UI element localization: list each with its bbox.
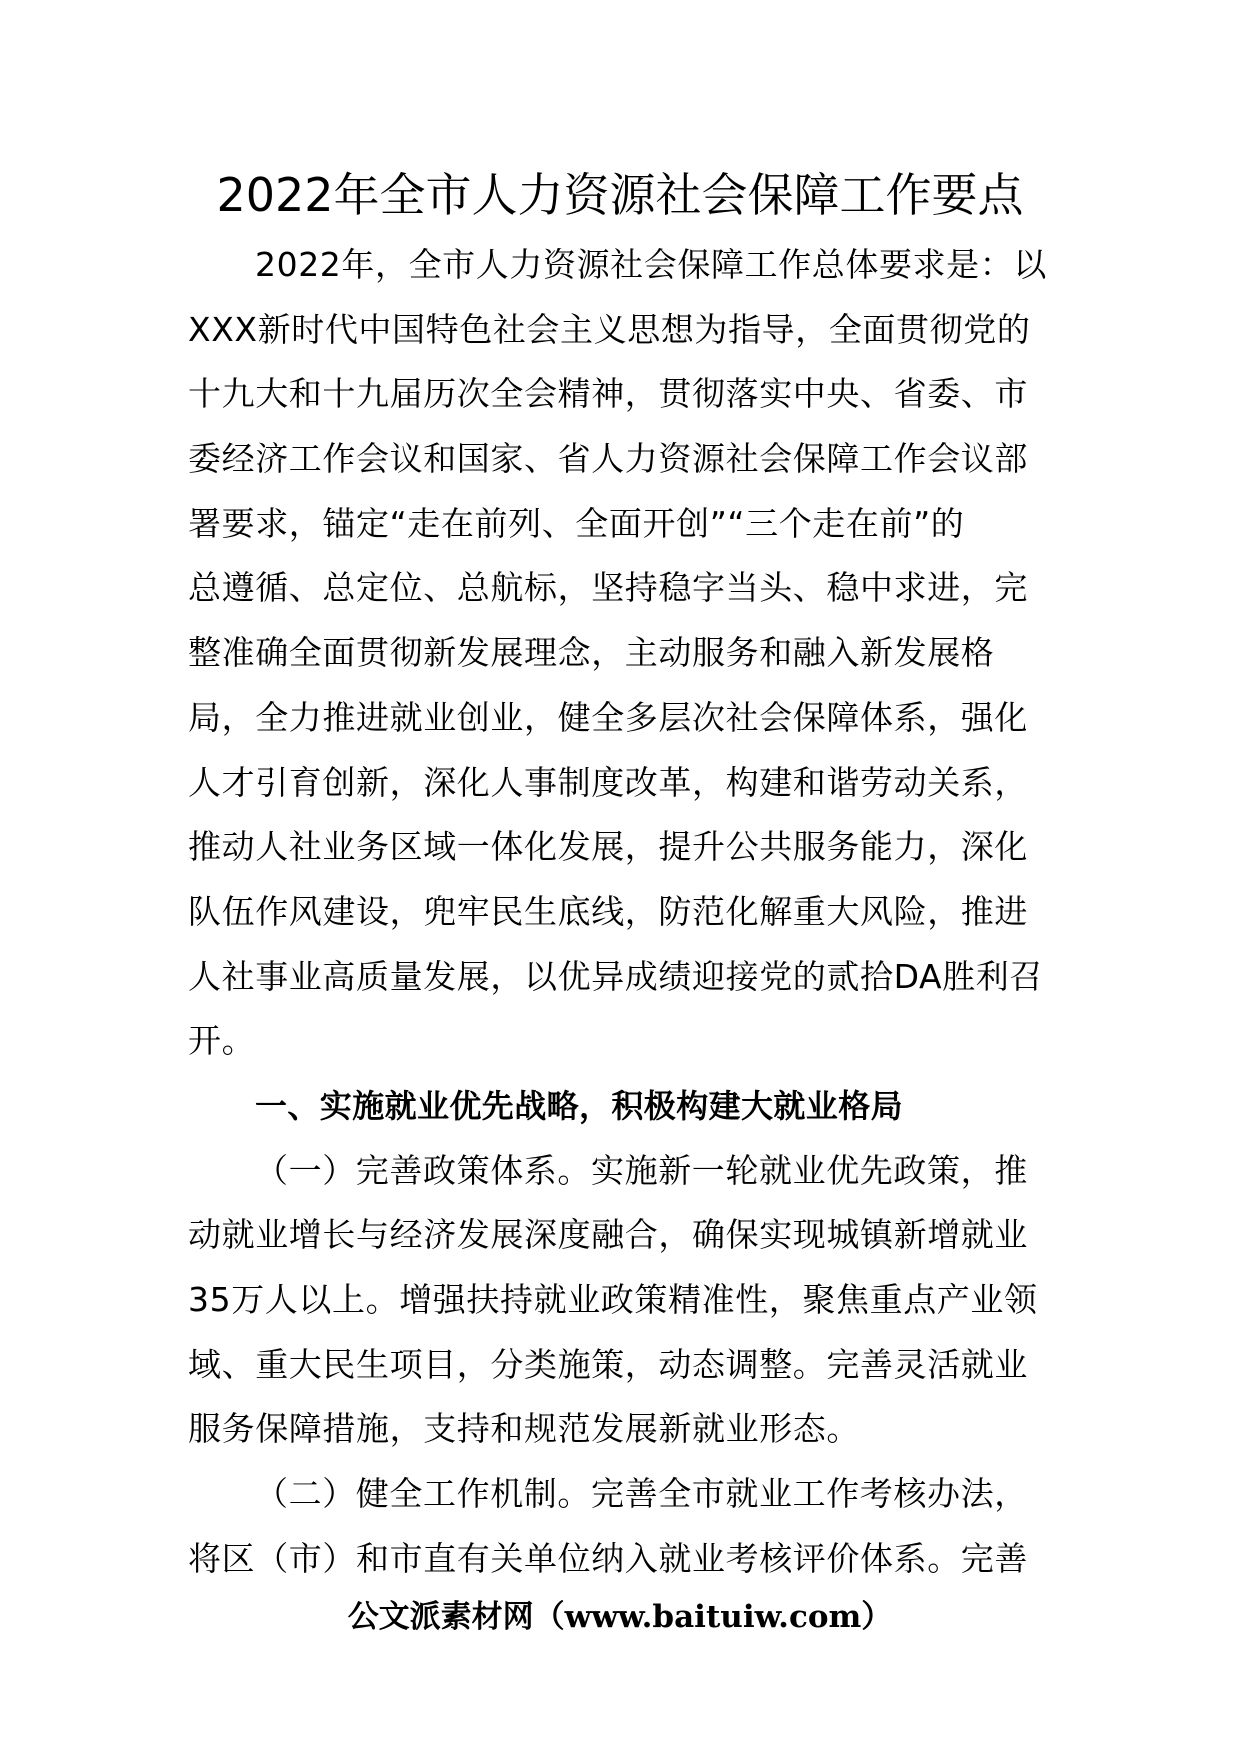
body-line: 队伍作风建设，兜牢民生底线，防范化解重大风险，推进 xyxy=(188,891,1028,931)
body-line: 2022年，全市人力资源社会保障工作总体要求是：以 xyxy=(255,245,1047,284)
body-line: 推动人社业务区域一体化发展，提升公共服务能力，深化 xyxy=(188,827,1028,867)
body-line: 总遵循、总定位、总航标，坚持稳字当头、稳中求进，完 xyxy=(188,568,1028,608)
body-line: 局，全力推进就业创业，健全多层次社会保障体系，强化 xyxy=(188,697,1028,737)
body-line: （一）完善政策体系。实施新一轮就业优先政策，推 xyxy=(255,1150,1028,1190)
body-line: （二）健全工作机制。完善全市就业工作考核办法， xyxy=(255,1474,1028,1514)
body-line: 服务保障措施，支持和规范发展新就业形态。 xyxy=(188,1409,860,1449)
document-title: 2022年全市人力资源社会保障工作要点 xyxy=(216,168,1024,222)
body-line: 开。 xyxy=(188,1021,256,1061)
body-line: 署要求，锚定“走在前列、全面开创”“三个走在前”的 xyxy=(188,503,965,543)
body-line: 十九大和十九届历次全会精神，贯彻落实中央、省委、市 xyxy=(188,374,1028,414)
document-body xyxy=(188,233,1054,1591)
body-line: 将区（市）和市直有关单位纳入就业考核评价体系。完善 xyxy=(188,1538,1028,1578)
body-line: 动就业增长与经济发展深度融合，确保实现城镇新增就业 xyxy=(188,1215,1028,1255)
body-line: 域、重大民生项目，分类施策，动态调整。完善灵活就业 xyxy=(188,1344,1028,1384)
body-line: 人社事业高质量发展，以优异成绩迎接党的贰拾DA胜利召 xyxy=(188,956,1044,996)
body-line: XXX新时代中国特色社会主义思想为指导，全面贯彻党的 xyxy=(188,309,1031,349)
footer-watermark: 公文派素材网（www.baituiw.com） xyxy=(347,1599,893,1635)
body-line: 整准确全面贯彻新发展理念，主动服务和融入新发展格 xyxy=(188,633,995,673)
body-line: 35万人以上。增强扶持就业政策精准性，聚焦重点产业领 xyxy=(188,1280,1038,1319)
body-line: 委经济工作会议和国家、省人力资源社会保障工作会议部 xyxy=(188,439,1028,479)
body-line: 人才引育创新，深化人事制度改革，构建和谐劳动关系， xyxy=(188,762,1028,802)
section-heading: 一、实施就业优先战略，积极构建大就业格局 xyxy=(255,1086,904,1125)
